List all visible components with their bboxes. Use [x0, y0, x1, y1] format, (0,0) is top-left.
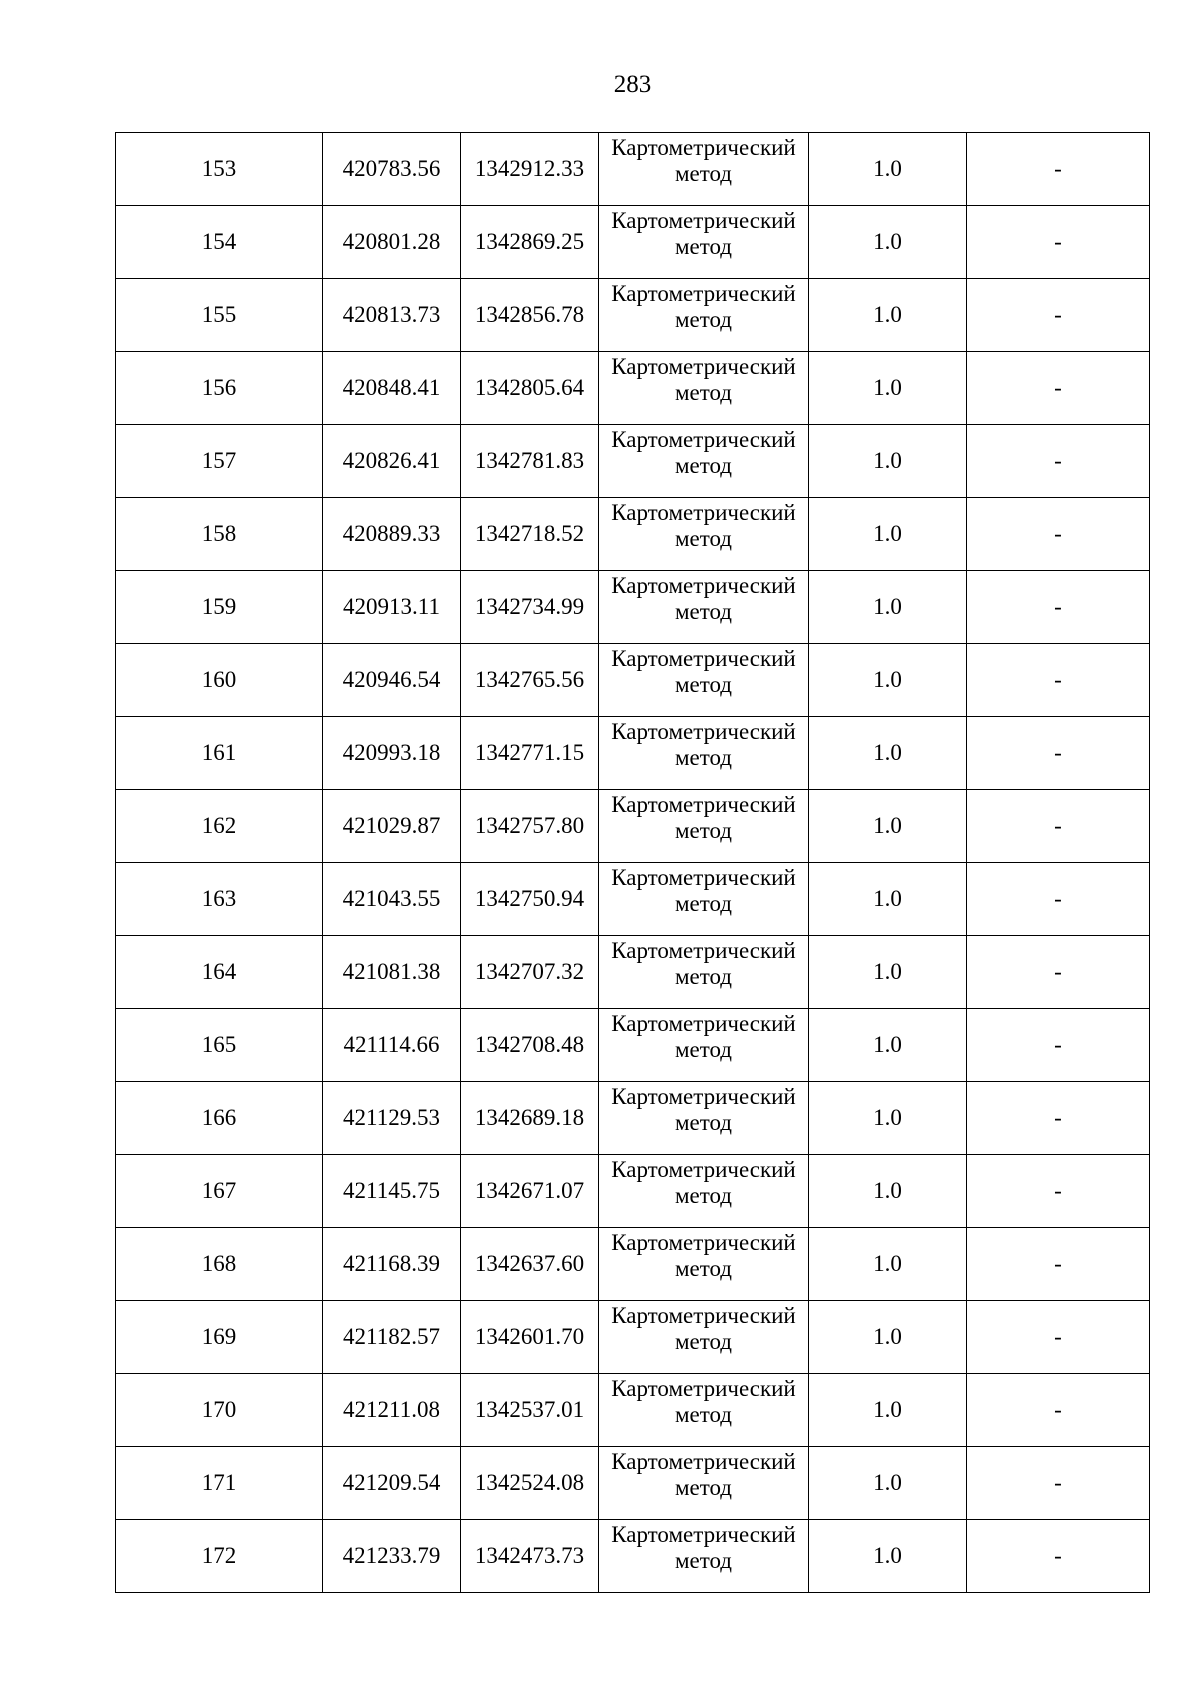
accuracy-cell: 1.0 [809, 1228, 967, 1301]
method-text: Картометрический метод [611, 208, 796, 259]
table-row [116, 206, 1150, 279]
y-coordinate-cell: 1342781.83 [461, 425, 599, 498]
method-text: Картометрический метод [611, 1084, 796, 1135]
table-row [116, 571, 1150, 644]
note-cell: - [967, 644, 1150, 717]
note-cell: - [967, 206, 1150, 279]
accuracy-cell: 1.0 [809, 206, 967, 279]
note-cell: - [967, 1520, 1150, 1593]
point-number-cell: 157 [116, 425, 323, 498]
point-number-cell: 153 [116, 133, 323, 206]
x-coordinate-cell: 421114.66 [323, 1009, 461, 1082]
method-cell [599, 1082, 809, 1155]
y-coordinate-cell: 1342869.25 [461, 206, 599, 279]
method-cell [599, 206, 809, 279]
coordinates-table [115, 132, 1150, 1593]
point-number-cell: 163 [116, 863, 323, 936]
accuracy-cell: 1.0 [809, 279, 967, 352]
point-number-cell: 162 [116, 790, 323, 863]
note-cell: - [967, 1082, 1150, 1155]
table-row [116, 863, 1150, 936]
method-cell [599, 644, 809, 717]
accuracy-cell: 1.0 [809, 790, 967, 863]
accuracy-cell: 1.0 [809, 1155, 967, 1228]
method-text: Картометрический метод [611, 1449, 796, 1500]
x-coordinate-cell: 421182.57 [323, 1301, 461, 1374]
y-coordinate-cell: 1342771.15 [461, 717, 599, 790]
method-cell [599, 425, 809, 498]
y-coordinate-cell: 1342765.56 [461, 644, 599, 717]
note-cell: - [967, 352, 1150, 425]
point-number-cell: 165 [116, 1009, 323, 1082]
table-row [116, 790, 1150, 863]
y-coordinate-cell: 1342708.48 [461, 1009, 599, 1082]
note-cell: - [967, 1009, 1150, 1082]
method-cell [599, 1228, 809, 1301]
method-text: Картометрический метод [611, 719, 796, 770]
method-text: Картометрический метод [611, 938, 796, 989]
x-coordinate-cell: 420801.28 [323, 206, 461, 279]
accuracy-cell: 1.0 [809, 425, 967, 498]
method-cell [599, 279, 809, 352]
table-row [116, 1374, 1150, 1447]
y-coordinate-cell: 1342912.33 [461, 133, 599, 206]
method-text: Картометрический метод [611, 1376, 796, 1427]
y-coordinate-cell: 1342856.78 [461, 279, 599, 352]
method-text: Картометрический метод [611, 427, 796, 478]
note-cell: - [967, 1374, 1150, 1447]
accuracy-cell: 1.0 [809, 936, 967, 1009]
method-text: Картометрический метод [611, 1157, 796, 1208]
method-cell [599, 1155, 809, 1228]
table-row [116, 644, 1150, 717]
note-cell: - [967, 279, 1150, 352]
accuracy-cell: 1.0 [809, 863, 967, 936]
y-coordinate-cell: 1342707.32 [461, 936, 599, 1009]
point-number-cell: 164 [116, 936, 323, 1009]
point-number-cell: 154 [116, 206, 323, 279]
x-coordinate-cell: 420993.18 [323, 717, 461, 790]
table-row [116, 1228, 1150, 1301]
x-coordinate-cell: 420783.56 [323, 133, 461, 206]
accuracy-cell: 1.0 [809, 352, 967, 425]
x-coordinate-cell: 420913.11 [323, 571, 461, 644]
x-coordinate-cell: 421081.38 [323, 936, 461, 1009]
method-text: Картометрический метод [611, 1303, 796, 1354]
accuracy-cell: 1.0 [809, 1082, 967, 1155]
point-number-cell: 160 [116, 644, 323, 717]
note-cell: - [967, 936, 1150, 1009]
note-cell: - [967, 425, 1150, 498]
accuracy-cell: 1.0 [809, 571, 967, 644]
point-number-cell: 158 [116, 498, 323, 571]
point-number-cell: 169 [116, 1301, 323, 1374]
y-coordinate-cell: 1342637.60 [461, 1228, 599, 1301]
y-coordinate-cell: 1342671.07 [461, 1155, 599, 1228]
x-coordinate-cell: 420826.41 [323, 425, 461, 498]
x-coordinate-cell: 420848.41 [323, 352, 461, 425]
table-row [116, 717, 1150, 790]
y-coordinate-cell: 1342734.99 [461, 571, 599, 644]
point-number-cell: 159 [116, 571, 323, 644]
method-cell [599, 790, 809, 863]
accuracy-cell: 1.0 [809, 1301, 967, 1374]
y-coordinate-cell: 1342473.73 [461, 1520, 599, 1593]
x-coordinate-cell: 420813.73 [323, 279, 461, 352]
x-coordinate-cell: 421233.79 [323, 1520, 461, 1593]
method-text: Картометрический метод [611, 135, 796, 186]
table-row [116, 352, 1150, 425]
x-coordinate-cell: 421168.39 [323, 1228, 461, 1301]
accuracy-cell: 1.0 [809, 1374, 967, 1447]
y-coordinate-cell: 1342537.01 [461, 1374, 599, 1447]
accuracy-cell: 1.0 [809, 1520, 967, 1593]
x-coordinate-cell: 421211.08 [323, 1374, 461, 1447]
method-text: Картометрический метод [611, 1011, 796, 1062]
method-text: Картометрический метод [611, 646, 796, 697]
method-cell [599, 352, 809, 425]
x-coordinate-cell: 420889.33 [323, 498, 461, 571]
page-number: 283 [613, 71, 652, 98]
accuracy-cell: 1.0 [809, 1009, 967, 1082]
y-coordinate-cell: 1342524.08 [461, 1447, 599, 1520]
y-coordinate-cell: 1342750.94 [461, 863, 599, 936]
method-cell [599, 1374, 809, 1447]
note-cell: - [967, 1301, 1150, 1374]
method-cell [599, 936, 809, 1009]
method-cell [599, 1009, 809, 1082]
table-row [116, 1155, 1150, 1228]
y-coordinate-cell: 1342718.52 [461, 498, 599, 571]
note-cell: - [967, 1155, 1150, 1228]
x-coordinate-cell: 421129.53 [323, 1082, 461, 1155]
note-cell: - [967, 498, 1150, 571]
y-coordinate-cell: 1342601.70 [461, 1301, 599, 1374]
method-text: Картометрический метод [611, 1230, 796, 1281]
point-number-cell: 170 [116, 1374, 323, 1447]
table-row [116, 1520, 1150, 1593]
table-row [116, 498, 1150, 571]
accuracy-cell: 1.0 [809, 717, 967, 790]
x-coordinate-cell: 421043.55 [323, 863, 461, 936]
method-cell [599, 1447, 809, 1520]
method-cell [599, 571, 809, 644]
point-number-cell: 156 [116, 352, 323, 425]
y-coordinate-cell: 1342805.64 [461, 352, 599, 425]
point-number-cell: 155 [116, 279, 323, 352]
note-cell: - [967, 717, 1150, 790]
note-cell: - [967, 133, 1150, 206]
point-number-cell: 168 [116, 1228, 323, 1301]
x-coordinate-cell: 421029.87 [323, 790, 461, 863]
x-coordinate-cell: 421209.54 [323, 1447, 461, 1520]
method-text: Картометрический метод [611, 500, 796, 551]
table-row [116, 279, 1150, 352]
note-cell: - [967, 571, 1150, 644]
table-row [116, 133, 1150, 206]
method-text: Картометрический метод [611, 1522, 796, 1573]
point-number-cell: 172 [116, 1520, 323, 1593]
point-number-cell: 167 [116, 1155, 323, 1228]
note-cell: - [967, 790, 1150, 863]
point-number-cell: 161 [116, 717, 323, 790]
accuracy-cell: 1.0 [809, 498, 967, 571]
method-text: Картометрический метод [611, 354, 796, 405]
y-coordinate-cell: 1342757.80 [461, 790, 599, 863]
table-row [116, 1009, 1150, 1082]
method-cell [599, 1301, 809, 1374]
method-cell [599, 717, 809, 790]
method-text: Картометрический метод [611, 281, 796, 332]
table-row [116, 1447, 1150, 1520]
x-coordinate-cell: 421145.75 [323, 1155, 461, 1228]
method-text: Картометрический метод [611, 865, 796, 916]
table-row [116, 1301, 1150, 1374]
table-row [116, 1082, 1150, 1155]
accuracy-cell: 1.0 [809, 1447, 967, 1520]
note-cell: - [967, 863, 1150, 936]
table-row [116, 936, 1150, 1009]
accuracy-cell: 1.0 [809, 644, 967, 717]
y-coordinate-cell: 1342689.18 [461, 1082, 599, 1155]
accuracy-cell: 1.0 [809, 133, 967, 206]
table-row [116, 425, 1150, 498]
method-cell [599, 1520, 809, 1593]
method-cell [599, 863, 809, 936]
point-number-cell: 171 [116, 1447, 323, 1520]
x-coordinate-cell: 420946.54 [323, 644, 461, 717]
method-text: Картометрический метод [611, 573, 796, 624]
note-cell: - [967, 1447, 1150, 1520]
method-text: Картометрический метод [611, 792, 796, 843]
note-cell: - [967, 1228, 1150, 1301]
point-number-cell: 166 [116, 1082, 323, 1155]
method-cell [599, 133, 809, 206]
table-body [116, 133, 1150, 1593]
method-cell [599, 498, 809, 571]
